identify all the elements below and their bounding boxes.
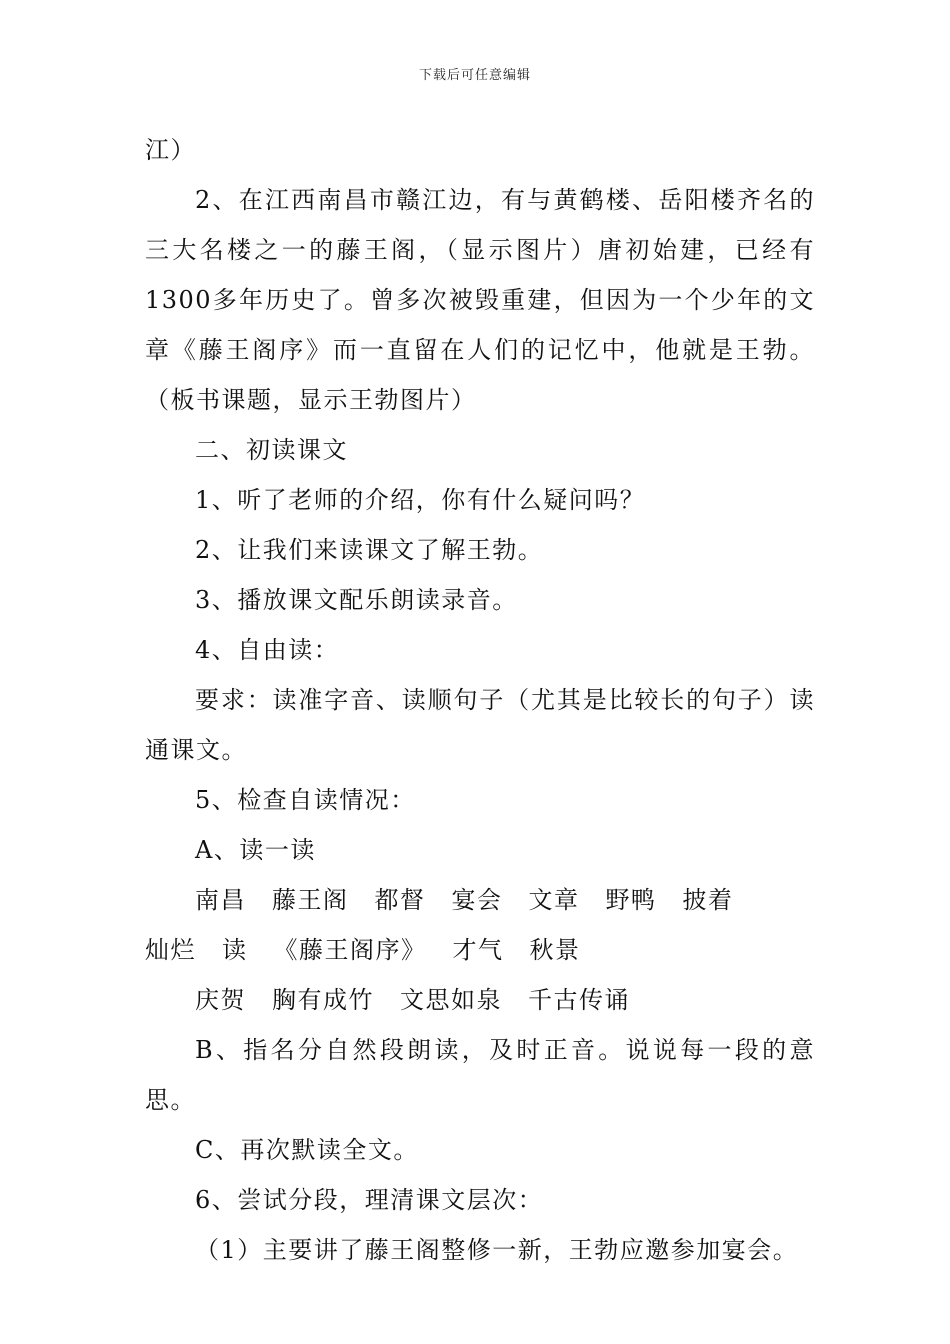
vocab-word: 读 <box>222 936 248 964</box>
vocab-word: 秋景 <box>529 936 581 964</box>
vocab-word: 才气 <box>452 936 504 964</box>
vocab-word: 胸有成竹 <box>272 986 374 1014</box>
paragraph-step-3: 3、播放课文配乐朗读录音。 <box>195 586 518 614</box>
vocab-word: 野鸭 <box>605 886 657 914</box>
paragraph-intro-tengwang: 2、在江西南昌市赣江边，有与黄鹤楼、岳阳楼齐名的三大名楼之一的藤王阁，（显示图片）唐初始建，已经有1300多年历史了。曾多次被毁重建，但因为一个少年的文章《藤王阁序》而一直留在人们的记忆中，他就是王勃。（板书课题，显示王勃图片） <box>145 186 815 414</box>
section-heading-first-reading: 二、初读课文 <box>195 436 348 464</box>
paragraph-section-1-summary: （1）主要讲了藤王阁整修一新，王勃应邀参加宴会。 <box>195 1236 799 1264</box>
paragraph-step-4: 4、自由读： <box>195 636 340 664</box>
vocab-word: 藤王阁 <box>272 886 349 914</box>
vocab-word: 南昌 <box>195 886 246 914</box>
document-body <box>145 125 815 1275</box>
paragraph-silent-read: C、再次默读全文。 <box>195 1136 419 1164</box>
paragraph-requirements: 要求：读准字音、读顺句子（尤其是比较长的句子）读通课文。 <box>145 686 815 764</box>
vocab-word: 千古传诵 <box>528 986 630 1014</box>
vocab-word: 庆贺 <box>195 986 246 1014</box>
paragraph-read-by-section: B、指名分自然段朗读，及时正音。说说每一段的意思。 <box>145 1036 815 1114</box>
paragraph-step-5: 5、检查自读情况： <box>195 786 416 814</box>
paragraph-step-2: 2、让我们来读课文了解王勃。 <box>195 536 544 564</box>
vocab-word: 披着 <box>682 886 734 914</box>
vocab-word: 宴会 <box>451 886 503 914</box>
paragraph-read-aloud: A、读一读 <box>195 836 316 864</box>
vocab-word: 都督 <box>374 886 426 914</box>
vocab-word: 灿烂 <box>145 936 196 964</box>
paragraph-step-1: 1、听了老师的介绍，你有什么疑问吗？ <box>195 486 646 514</box>
paragraph-continuation: 江） <box>145 136 196 164</box>
vocab-word: 文思如泉 <box>400 986 502 1014</box>
vocab-word: 《藤王阁序》 <box>273 936 427 964</box>
vocab-word: 文章 <box>528 886 580 914</box>
vocabulary-list-2 <box>145 975 815 1025</box>
paragraph-step-6: 6、尝试分段，理清课文层次： <box>195 1186 544 1214</box>
page-header: 下载后可任意编辑 <box>418 68 531 83</box>
vocabulary-list-1 <box>145 875 815 975</box>
